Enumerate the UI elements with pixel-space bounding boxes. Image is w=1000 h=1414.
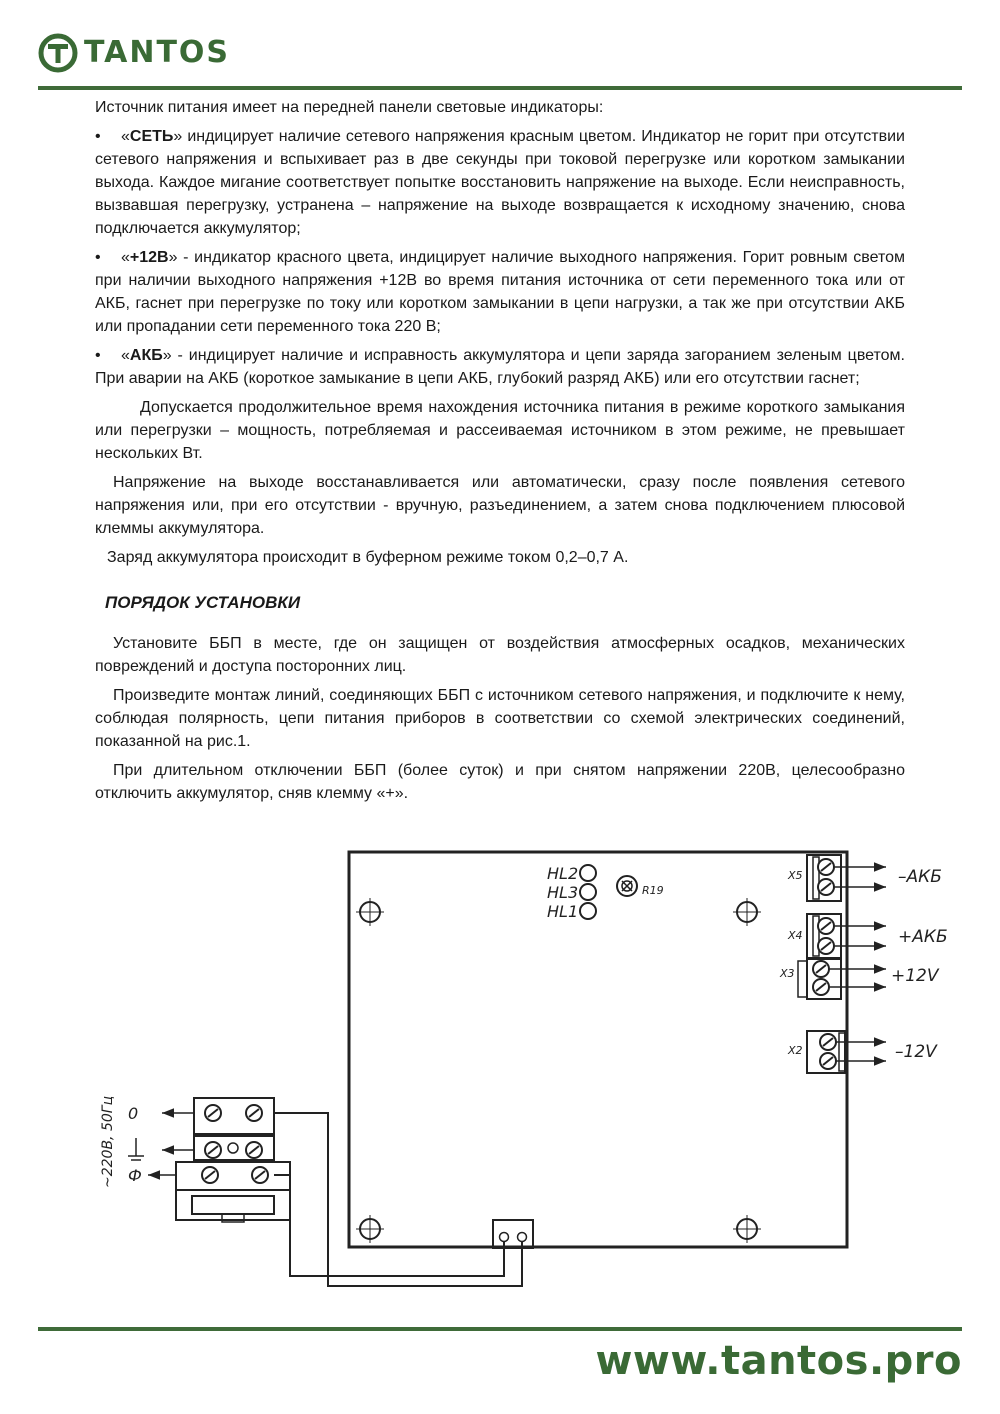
- bullet: •: [95, 249, 101, 266]
- led-hl1: [580, 903, 596, 919]
- output-label-akb-plus: +АКБ: [898, 927, 948, 947]
- connector-label-x2: X2: [788, 1044, 803, 1057]
- mounting-hole: [356, 1215, 384, 1243]
- mounting-hole: [733, 898, 761, 926]
- paragraph-short-circuit: Допускается продолжительное время нахождения источника питания в режиме короткого замыкания или перегрузки – мощность, потребляемая и рассеиваемая источником в этом режиме, не превышает нескольких Вт.: [95, 399, 905, 462]
- indicator-item-akb: • «АКБ» - индицирует наличие и исправность аккумулятора и цепи заряда загоранием зеленым цветом. При аварии на АКБ (короткое замыкание в цепи АКБ, глубокий разряд АКБ) или его отсутствии гаснет;: [95, 344, 905, 390]
- bullet: •: [95, 128, 101, 145]
- intro-paragraph: Источник питания имеет на передней панели световые индикаторы:: [95, 99, 604, 116]
- connector-x3: [779, 959, 940, 999]
- paragraph-charge: Заряд аккумулятора происходит в буферном режиме током 0,2–0,7 А.: [107, 549, 629, 566]
- paragraph-voltage-restore: Напряжение на выходе восстанавливается или автоматически, сразу после появления сетевого напряжения или, при его отсутствии - вручную, разъединением, а затем снова подключением плюсовой клеммы аккумулятора.: [95, 474, 905, 537]
- wire-phase: [274, 1175, 504, 1276]
- connector-x4: [787, 914, 948, 958]
- led-hl3: [580, 884, 596, 900]
- footer-rule: [38, 1327, 962, 1331]
- wire-zero: [274, 1113, 522, 1286]
- connector-label-x5: X5: [788, 869, 803, 882]
- mains-terminal-block: [176, 1098, 290, 1222]
- indicator-name: АКБ: [129, 347, 163, 364]
- header-rule: [38, 86, 962, 90]
- pcb-board: [349, 852, 847, 1247]
- indicator-description: - индицирует наличие и исправность аккумулятора и цепи заряда загоранием зеленым цветом. При аварии на АКБ (короткое замыкание в цепи АКБ, глубокий разряд АКБ) или его отсутствии гаснет;: [95, 347, 905, 387]
- board-input-connector: [493, 1220, 533, 1248]
- section-title: ПОРЯДОК УСТАНОВКИ: [105, 593, 301, 612]
- output-label-akb-minus: –АКБ: [898, 867, 942, 887]
- tantos-emblem-icon: [38, 33, 78, 73]
- indicator-name: +12В: [129, 249, 169, 266]
- resistor-label: R19: [642, 884, 664, 897]
- trimmer-resistor: [617, 876, 664, 897]
- output-label-12v-plus: +12V: [891, 966, 939, 986]
- connector-label-x4: X4: [788, 929, 803, 942]
- bullet: •: [95, 347, 101, 364]
- output-label-12v-minus: –12V: [895, 1042, 937, 1062]
- document-body: [95, 96, 905, 811]
- mains-phase-label: Ф: [128, 1166, 142, 1185]
- mounting-hole: [356, 898, 384, 926]
- connector-label-x3: X3: [780, 967, 795, 980]
- led-label-hl3: HL3: [547, 883, 579, 902]
- paragraph-install-disconnect: При длительном отключении ББП (более суток) и при снятом напряжении 220В, целесообразно отключить аккумулятор, сняв клемму «+».: [95, 762, 905, 802]
- logo-text: TANTOS: [84, 35, 231, 70]
- mains-zero-label: 0: [128, 1104, 139, 1123]
- mounting-hole: [733, 1215, 761, 1243]
- connector-x5: [787, 855, 942, 901]
- indicator-name: СЕТЬ: [129, 128, 174, 145]
- indicator-item-12v: • «+12В» - индикатор красного цвета, индицирует наличие выходного напряжения. Горит ровным светом при наличии выходного напряжения +12В во время питания источника от сети переменного тока или от АКБ, гаснет при перегрузке по току или коротком замыкании в цепи нагрузки, а так же при отсутствии АКБ или пропадании сети переменного тока 220 В;: [95, 246, 905, 338]
- brand-logo: [38, 30, 230, 76]
- led-label-hl1: HL1: [547, 902, 579, 921]
- ground-icon: [128, 1138, 144, 1160]
- led-label-hl2: HL2: [547, 864, 579, 883]
- led-group: [547, 864, 596, 921]
- indicator-description: индицирует наличие сетевого напряжения красным цветом. Индикатор не горит при отсутствии сетевого напряжения и вспыхивает раз в две секунды при токовой перегрузке или коротком замыкании выхода. Каждое мигание соответствует попытке восстановить напряжение на выходе. Если неисправность, вызвавшая перегрузку, устранена – напряжение на выходе возвращается к исходному значению, снова подключается аккумулятор;: [95, 128, 905, 237]
- paragraph-install-wiring: Произведите монтаж линий, соединяющих ББП с источником сетевого напряжения, и подключите к нему, соблюдая полярность, цепи питания приборов в соответствии со схемой электрических соединений, показанной на рис.1.: [95, 687, 905, 750]
- indicator-item-set: • «СЕТЬ» индицирует наличие сетевого напряжения красным цветом. Индикатор не горит при отсутствии сетевого напряжения и вспыхивает раз в две секунды при токовой перегрузке или коротком замыкании выхода. Каждое мигание соответствует попытке восстановить напряжение на выходе. Если неисправность, вызвавшая перегрузку, устранена – напряжение на выходе возвращается к исходному значению, снова подключается аккумулятор;: [95, 125, 905, 240]
- paragraph-install-place: Установите ББП в месте, где он защищен от воздействия атмосферных осадков, механических повреждений и доступа посторонних лиц.: [95, 635, 905, 675]
- indicator-description: - индикатор красного цвета, индицирует наличие выходного напряжения. Горит ровным светом при наличии выходного напряжения +12В во время питания источника от сети переменного тока или от АКБ, гаснет при перегрузке по току или коротком замыкании в цепи нагрузки, а так же при отсутствии АКБ или пропадании сети переменного тока 220 В;: [95, 249, 905, 335]
- connector-x2: [787, 1031, 938, 1073]
- led-hl2: [580, 865, 596, 881]
- mains-supply-label: ~220В, 50Гц: [100, 1095, 116, 1188]
- website-url[interactable]: www.tantos.pro: [595, 1338, 962, 1384]
- wiring-diagram: [80, 840, 960, 1300]
